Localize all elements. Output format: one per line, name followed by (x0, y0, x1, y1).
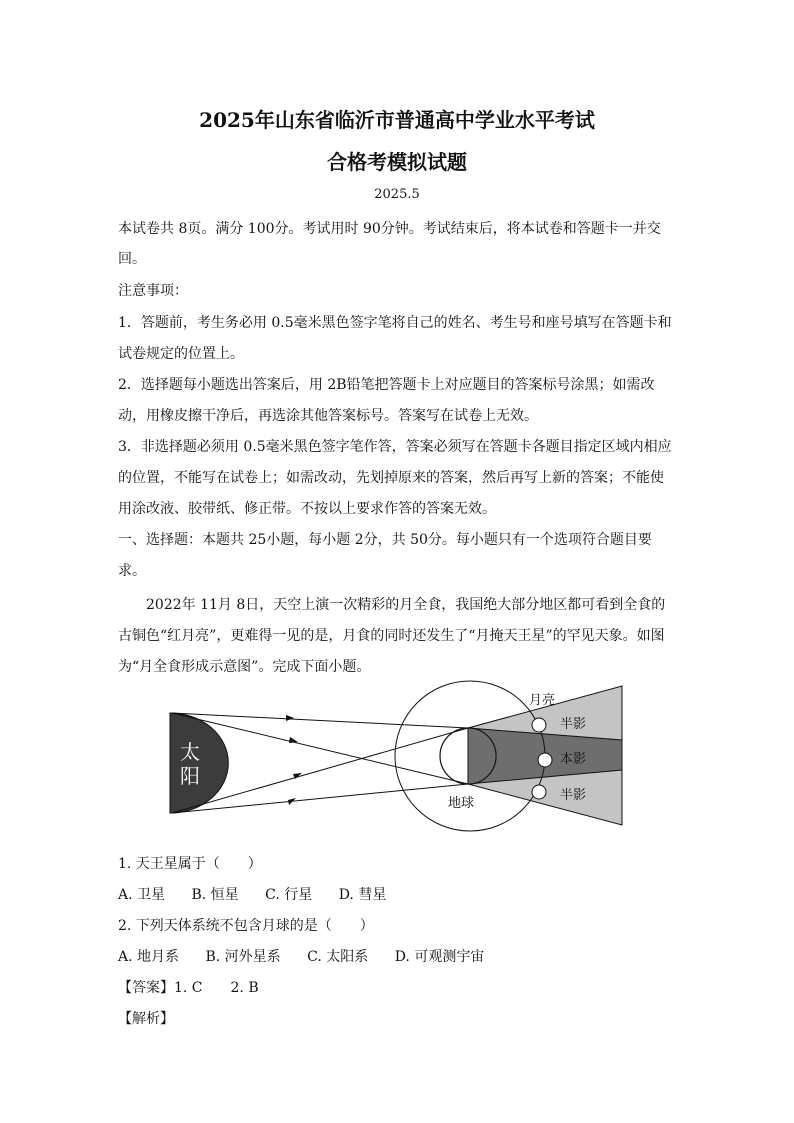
question-options (118, 946, 506, 966)
answer-text: 1. C 2. B (174, 980, 259, 996)
section-heading: 求。 (118, 563, 146, 579)
passage-line: 古铜色“红月亮”，更难得一见的是，月食的同时还发生了“月掩天王星”的罕见天象。如图 (118, 628, 665, 644)
intro-line: 本试卷共 8页。满分 100分。考试用时 90分钟。考试结束后，将本试卷和答题卡一并交 (118, 221, 661, 237)
answer-label: 【答案】 (118, 980, 174, 996)
option[interactable]: C. 行星 (265, 887, 313, 903)
sun-label: 阳 (180, 764, 200, 788)
notice-item: 3．非选择题必须用 0.5毫米黑色签字笔作答，答案必须写在答题卡各题目指定区域内相应 (118, 439, 672, 455)
question-stem: 2. 下列天体系统不包含月球的是（ ） (118, 918, 374, 934)
exam-title: 2025年山东省临沂市普通高中学业水平考试 (199, 108, 595, 132)
ray-arrow (289, 737, 298, 743)
notice-item: 用涂改液、胶带纸、修正带。不按以上要求作答的答案无效。 (118, 501, 496, 517)
passage-line: 为“月全食形成示意图”。完成下面小题。 (118, 659, 371, 675)
exam-date: 2025.5 (374, 187, 420, 202)
moon-upper (532, 718, 546, 732)
moon-label: 月亮 (528, 693, 556, 708)
moon-lower (532, 785, 546, 799)
answer-line (118, 977, 259, 997)
lunar-eclipse-diagram (160, 680, 640, 840)
earth-label: 地球 (447, 796, 475, 811)
exam-subtitle: 合格考模拟试题 (327, 150, 467, 174)
passage-line: 2022年 11月 8日，天空上演一次精彩的月全食，我国绝大部分地区都可看到全食的 (146, 597, 666, 613)
question-stem: 1. 天王星属于（ ） (118, 856, 262, 872)
umbra-label: 本影 (559, 752, 587, 767)
option[interactable]: C. 太阳系 (307, 949, 369, 965)
notice-item: 2．选择题每小题选出答案后，用 2B铅笔把答题卡上对应题目的答案标号涂黑；如需改 (118, 377, 655, 393)
option[interactable]: B. 恒星 (191, 887, 239, 903)
notice-item: 1．答题前，考生务必用 0.5毫米黑色签字笔将自己的姓名、考生号和座号填写在答题卡和 (118, 315, 672, 331)
penumbra-label: 半影 (559, 788, 587, 803)
option[interactable]: A. 地月系 (118, 949, 180, 965)
moon-middle (538, 753, 552, 767)
option[interactable]: D. 彗星 (338, 887, 387, 903)
penumbra-label: 半影 (559, 717, 587, 732)
intro-line: 回。 (118, 251, 146, 267)
notice-item: 试卷规定的位置上。 (118, 346, 244, 362)
notice-item: 的位置，不能写在试卷上；如需改动，先划掉原来的答案，然后再写上新的答案；不能使 (118, 470, 664, 486)
ray-arrow (286, 715, 294, 721)
option[interactable]: A. 卫星 (118, 887, 166, 903)
sun-label: 太 (180, 740, 200, 764)
section-heading: 一、选择题：本题共 25小题，每小题 2分，共 50分。每小题只有一个选项符合题目要 (118, 532, 652, 548)
notice-title: 注意事项： (118, 283, 188, 299)
option[interactable]: B. 河外星系 (205, 949, 281, 965)
question-options (118, 884, 408, 904)
analysis-label: 【解析】 (118, 1011, 174, 1027)
ray-arrow (288, 798, 296, 805)
option[interactable]: D. 可观测宇宙 (394, 949, 485, 965)
light-ray (172, 713, 468, 728)
notice-item: 动，用橡皮擦干净后，再选涂其他答案标号。答案写在试卷上无效。 (118, 408, 538, 424)
